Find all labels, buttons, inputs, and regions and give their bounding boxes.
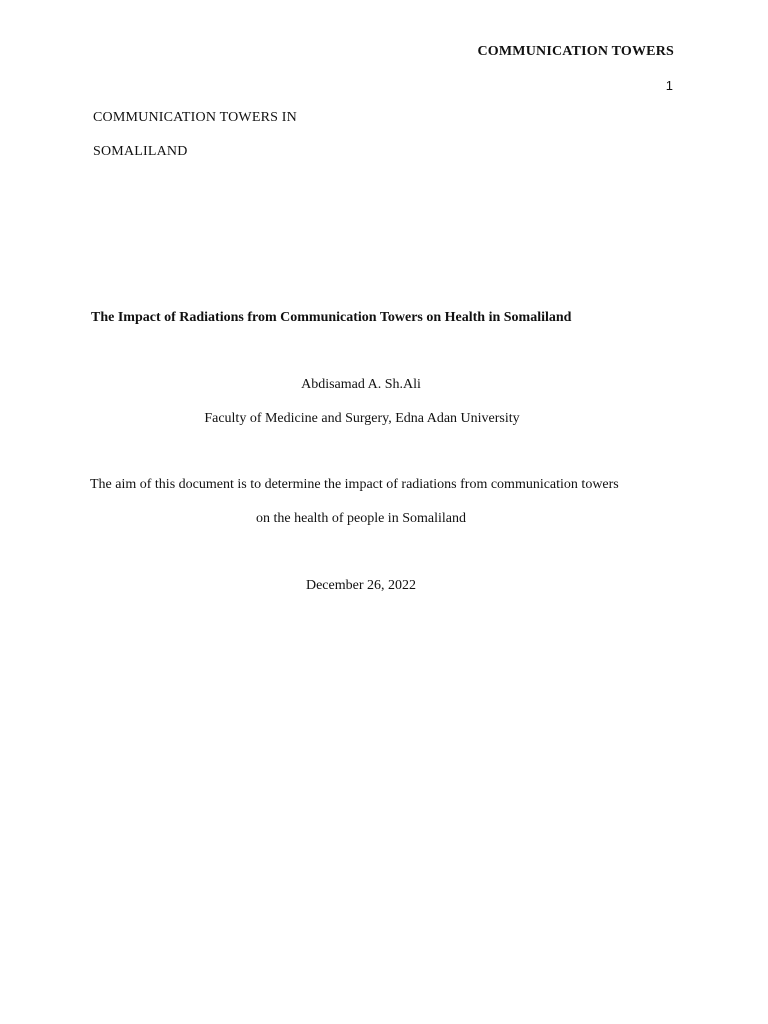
short-title-line-2: SOMALILAND (93, 144, 188, 159)
author-name: Abdisamad A. Sh.Ali (301, 377, 421, 392)
author-affiliation: Faculty of Medicine and Surgery, Edna Adan University (204, 411, 520, 426)
running-head: COMMUNICATION TOWERS (477, 44, 674, 59)
aim-statement-line-2: on the health of people in Somaliland (256, 511, 466, 526)
page-number: 1 (665, 78, 673, 93)
paper-title: The Impact of Radiations from Communication Towers on Health in Somaliland (91, 310, 572, 325)
document-date: December 26, 2022 (305, 578, 417, 593)
short-title-line-1: COMMUNICATION TOWERS IN (93, 110, 297, 125)
aim-statement-line-1: The aim of this document is to determine the impact of radiations from communication towers (90, 477, 619, 492)
